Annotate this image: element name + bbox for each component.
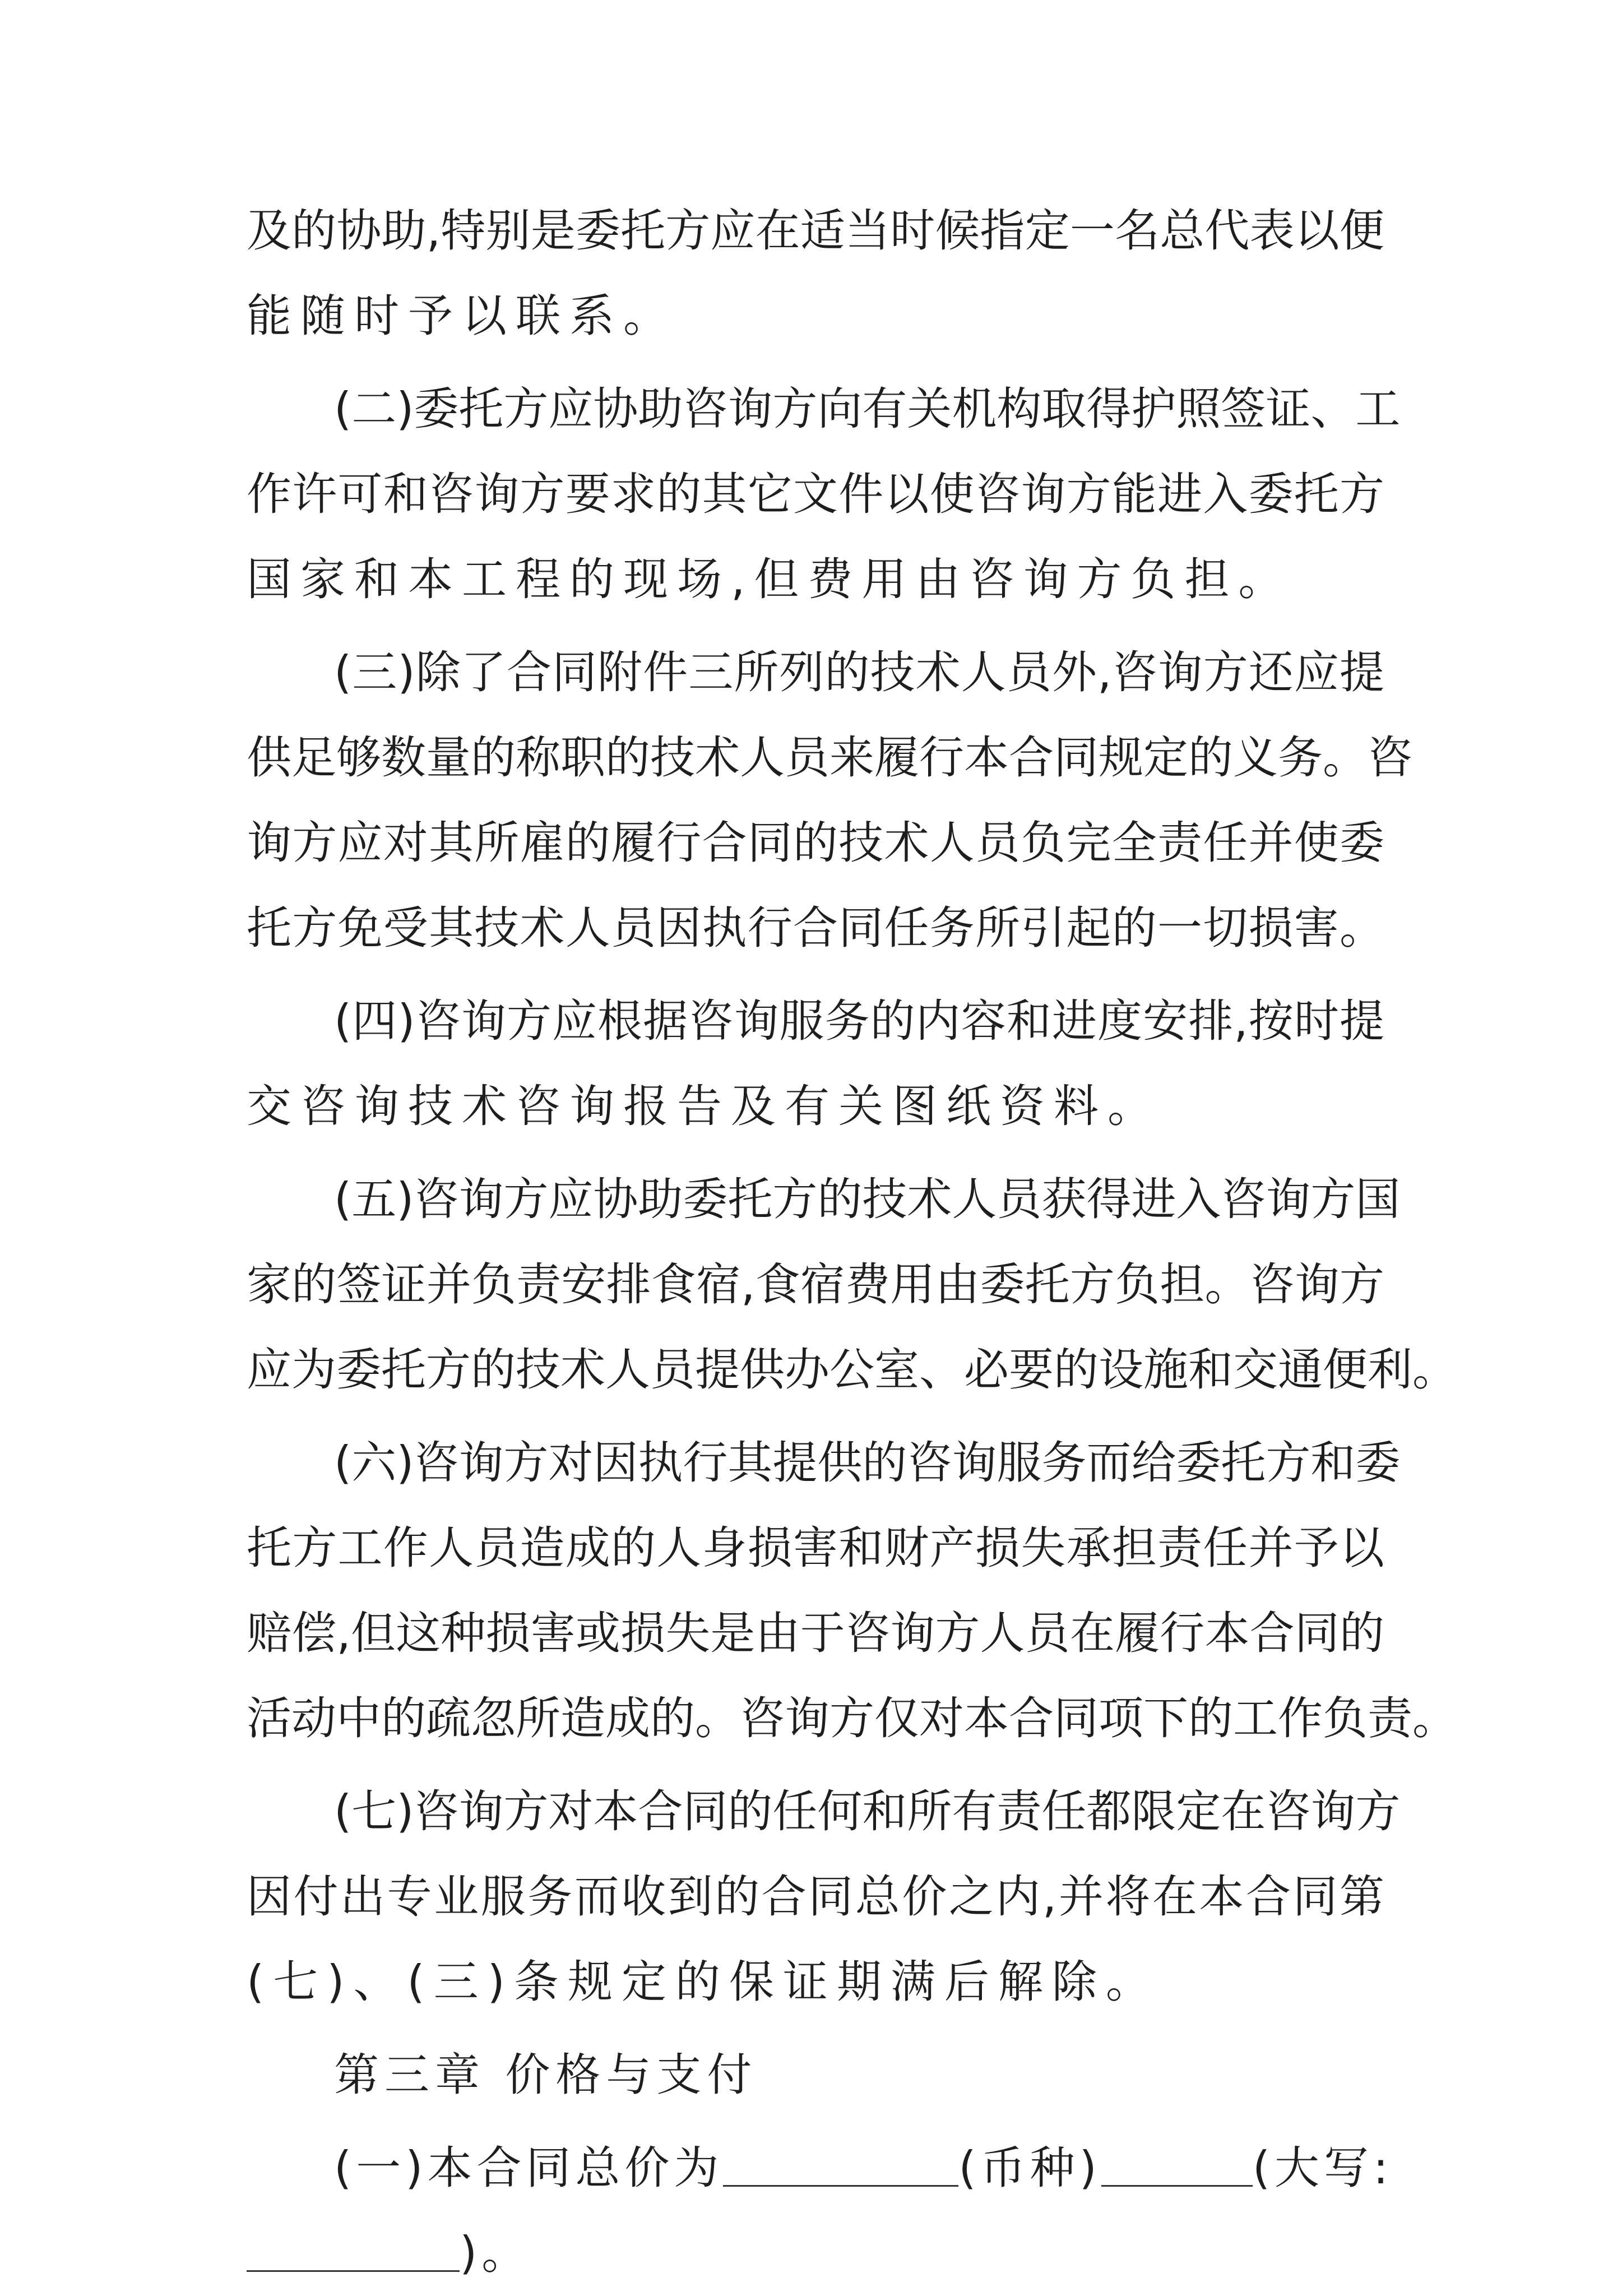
clause-line: 因付出专业服务而收到的合同总价之内,并将在本合同第 xyxy=(247,1871,1384,1923)
clause-line: (三)除了合同附件三所列的技术人员外,咨询方还应提 xyxy=(334,646,1384,698)
clause-line: (七)咨询方对本合同的任何和所有责任都限定在咨询方 xyxy=(334,1785,1401,1837)
clause-line: 供足够数量的称职的技术人员来履行本合同规定的义务。咨 xyxy=(247,732,1412,784)
clause-line: 活动中的疏忽所造成的。咨询方仅对本合同项下的工作负责。 xyxy=(247,1692,1457,1744)
clause-line: 托方免受其技术人员因执行合同任务所引起的一切损害。 xyxy=(247,902,1384,954)
capital-amount-blank[interactable] xyxy=(247,2225,460,2272)
clause-line: 应为委托方的技术人员提供办公室、必要的设施和交通便利。 xyxy=(247,1344,1457,1396)
clause-line: 国家和本工程的现场,但费用由咨询方负担。 xyxy=(247,553,1292,605)
capital-amount-label: (大写: xyxy=(1252,2142,1393,2194)
clause-line: (二)委托方应协助咨询方向有关机构取得护照签证、工 xyxy=(334,383,1401,435)
currency-blank[interactable] xyxy=(1101,2140,1253,2187)
paragraph-line: 能随时予以联系。 xyxy=(247,290,677,342)
price-clause-line xyxy=(247,2211,1384,2296)
price-clause-closing: )。 xyxy=(460,2227,531,2279)
clause-line: (六)咨询方对因执行其提供的咨询服务而给委托方和委 xyxy=(334,1437,1401,1489)
clause-line: 托方工作人员造成的人身损害和财产损失承担责任并予以 xyxy=(247,1522,1384,1574)
clause-line: 家的签证并负责安排食宿,食宿费用由委托方负担。咨询方 xyxy=(247,1258,1384,1311)
clause-line: 交咨询技术咨询报告及有关图纸资料。 xyxy=(247,1080,1161,1132)
clause-line: 赔偿,但这种损害或损失是由于咨询方人员在履行本合同的 xyxy=(247,1607,1384,1659)
paragraph-line: 及的协助,特别是委托方应在适当时候指定一名总代表以便 xyxy=(247,205,1384,257)
currency-label: (币种) xyxy=(958,2142,1101,2194)
clause-line: 作许可和咨询方要求的其它文件以使咨询方能进入委托方 xyxy=(247,468,1384,520)
clause-line: 询方应对其所雇的履行合同的技术人员负完全责任并使委 xyxy=(247,817,1384,869)
clause-line: (四)咨询方应根据咨询服务的内容和进度安排,按时提 xyxy=(334,995,1384,1047)
price-clause-prefix: (一)本合同总价为 xyxy=(334,2142,724,2194)
price-clause-line xyxy=(334,2126,1393,2211)
clause-line: (七)、(三)条规定的保证期满后解除。 xyxy=(247,1956,1160,2008)
clause-line: (五)咨询方应协助委托方的技术人员获得进入咨询方国 xyxy=(334,1173,1401,1225)
chapter-title: 第三章 价格与支付 xyxy=(334,2049,758,2101)
total-price-blank[interactable] xyxy=(723,2140,958,2187)
